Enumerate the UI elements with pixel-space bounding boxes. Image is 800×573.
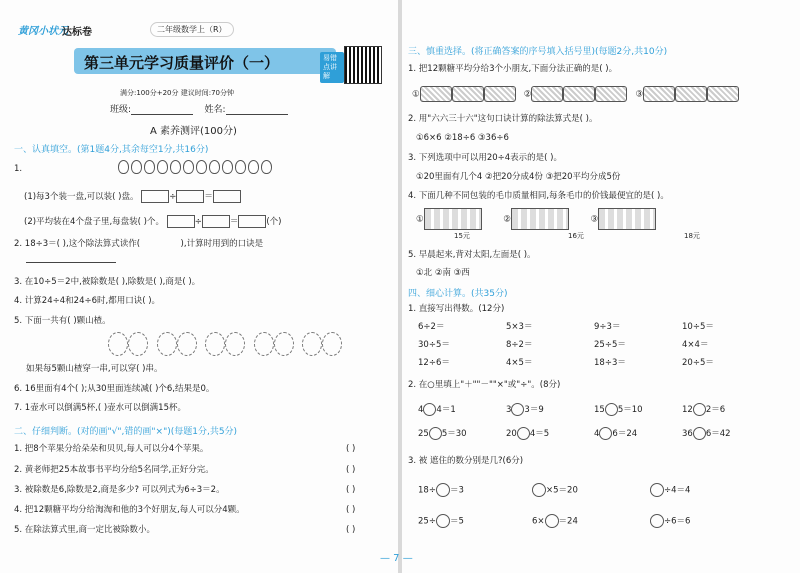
calc-cell: 5×3＝ <box>506 322 533 332</box>
candy-picture <box>643 86 675 102</box>
score-time-meta: 满分:100分+20分 建议时间:70分钟 <box>120 89 234 97</box>
option-label: ③ <box>635 89 644 100</box>
series-label: 达标卷 <box>62 27 92 38</box>
q7: 7. 1壶水可以倒满5杯,( )壶水可以倒满15杯。 <box>14 403 186 413</box>
candy-picture <box>452 86 484 102</box>
pear-icon <box>131 160 142 174</box>
pear-icon <box>209 160 220 174</box>
fill-num: 4 <box>594 429 600 439</box>
apple-cell <box>532 514 578 528</box>
brand-logo: 黄冈小状元 <box>18 26 68 37</box>
candy-picture <box>484 86 516 102</box>
q2-answer-line[interactable] <box>26 262 116 263</box>
candy-picture <box>563 86 595 102</box>
calc-3-title: 3. 被 遮住的数分别是几?(6分) <box>408 456 524 466</box>
choice-1: 1. 把12颗糖平均分给3个小朋友,下面分法正确的是( )。 <box>408 64 618 74</box>
answer-box[interactable] <box>141 190 169 203</box>
apple-icon[interactable] <box>532 483 546 497</box>
grade-label: 二年级数学上（R） <box>150 22 234 37</box>
calc-cell: 10÷5＝ <box>682 322 714 332</box>
answer-box[interactable] <box>238 215 266 228</box>
judge-3: 3. 被除数是6,除数是2,商是多少? 可以列式为6÷3＝2。 <box>14 485 225 495</box>
pear-group <box>118 160 274 177</box>
hawthorn-icon <box>225 332 245 356</box>
fill-rest: 4＝5 <box>529 429 550 439</box>
pear-icon <box>196 160 207 174</box>
fill-cell <box>682 403 725 416</box>
cherry-group <box>108 332 342 359</box>
page-title: 第三单元学习质量评价（一） <box>84 54 280 72</box>
pear-icon <box>118 160 129 174</box>
hawthorn-icon <box>157 332 177 356</box>
calc-cell: 20÷5＝ <box>682 358 714 368</box>
operator-circle[interactable] <box>605 403 618 416</box>
judge-answer[interactable]: ( ) <box>346 525 356 535</box>
towel-pack-picture <box>511 208 569 230</box>
calc-cell: 4×5＝ <box>506 358 533 368</box>
fill-num: 12 <box>682 405 693 415</box>
hawthorn-icon <box>128 332 148 356</box>
hawthorn-icon <box>274 332 294 356</box>
calc-cell: 30÷5＝ <box>418 340 450 350</box>
apple-icon[interactable] <box>650 483 664 497</box>
choice-2: 2. 用"六六三十六"这句口诀计算的除法算式是( )。 <box>408 114 598 124</box>
apple-icon[interactable] <box>545 514 559 528</box>
apple-post: ÷6＝6 <box>664 516 691 527</box>
apple-cell <box>532 483 578 497</box>
pear-icon <box>222 160 233 174</box>
apple-pre: 25÷ <box>418 516 436 527</box>
fill-rest: 6＝24 <box>612 429 638 439</box>
section-3-heading: 三、慎重选择。(将正确答案的序号填入括号里)(每题2分,共10分) <box>408 47 668 57</box>
operator-circle[interactable] <box>423 403 436 416</box>
hawthorn-icon <box>302 332 322 356</box>
price-2: 16元 <box>568 232 584 240</box>
pear-icon <box>157 160 168 174</box>
choice-1-options <box>412 86 739 102</box>
fill-cell <box>506 403 544 416</box>
fill-cell <box>682 427 731 440</box>
operator-circle[interactable] <box>693 427 706 440</box>
calc-cell: 4×4＝ <box>682 340 709 350</box>
judge-answer[interactable]: ( ) <box>346 444 356 454</box>
choice-2-options: ①6×6 ②18÷6 ③36÷6 <box>416 133 509 143</box>
candy-picture <box>595 86 627 102</box>
fill-num: 25 <box>418 429 429 439</box>
apple-cell <box>418 483 464 497</box>
operator-circle[interactable] <box>599 427 612 440</box>
fill-rest: 3＝9 <box>524 405 544 415</box>
judge-5: 5. 在除法算式里,商一定比被除数小。 <box>14 525 156 535</box>
choice-4: 4. 下面几种不同包装的毛巾质量相同,每条毛巾的价钱最便宜的是( )。 <box>408 191 669 201</box>
page-number: — 7 — <box>380 553 413 564</box>
candy-picture <box>707 86 739 102</box>
judge-answer[interactable]: ( ) <box>346 505 356 515</box>
fill-num: 4 <box>418 405 424 415</box>
class-name-row <box>110 102 288 115</box>
name-label: 姓名: <box>204 105 226 115</box>
calc-cell: 18÷3＝ <box>594 358 626 368</box>
fill-rest: 6＝42 <box>705 429 731 439</box>
choice-5: 5. 早晨起来,背对太阳,左面是( )。 <box>408 250 536 260</box>
q1b-text: (2)平均装在4个盘子里,每盘装( )个。 <box>24 217 164 227</box>
answer-box[interactable] <box>202 215 230 228</box>
apple-post: ＝5 <box>449 516 464 527</box>
choice-3-options: ①20里面有几个4 ②把20分成4份 ③把20平均分成5份 <box>416 172 621 182</box>
apple-cell <box>650 483 690 497</box>
judge-answer[interactable]: ( ) <box>346 465 356 475</box>
hawthorn-icon <box>322 332 342 356</box>
q1-number: 1. <box>14 164 23 174</box>
apple-post: ×5＝20 <box>546 485 578 496</box>
judge-4: 4. 把12颗糖平均分给淘淘和他的3个好朋友,每人可以分4颗。 <box>14 505 245 515</box>
calc-cell: 25÷5＝ <box>594 340 626 350</box>
fill-cell <box>418 427 467 440</box>
hawthorn-icon <box>177 332 197 356</box>
apple-pre: 6× <box>532 516 545 527</box>
calc-cell: 6÷2＝ <box>418 322 445 332</box>
fill-num: 3 <box>506 405 512 415</box>
apple-icon[interactable] <box>436 483 450 497</box>
fill-rest: 2＝6 <box>705 405 726 415</box>
apple-icon[interactable] <box>436 514 450 528</box>
left-page <box>0 0 398 573</box>
pear-icon <box>261 160 272 174</box>
fill-cell <box>506 427 549 440</box>
apple-pre: 18÷ <box>418 485 436 496</box>
pear-icon <box>235 160 246 174</box>
fill-rest: 5＝30 <box>441 429 467 439</box>
choice-5-options: ①北 ②南 ③西 <box>416 268 470 278</box>
name-field[interactable] <box>226 104 288 115</box>
calc-cell: 9÷3＝ <box>594 322 621 332</box>
judge-answer[interactable]: ( ) <box>346 485 356 495</box>
judge-2: 2. 黄老师把25本故事书平均分给5名同学,正好分完。 <box>14 465 214 475</box>
price-3: 18元 <box>684 232 700 240</box>
pear-icon <box>183 160 194 174</box>
operator-circle[interactable] <box>517 427 530 440</box>
q4: 4. 计算24÷4和24÷6时,都用口诀( )。 <box>14 296 161 306</box>
qr-label: 易错点讲解 <box>320 52 344 83</box>
class-label: 班级: <box>110 105 132 115</box>
calc-cell: 8÷2＝ <box>506 340 533 350</box>
apple-cell <box>650 514 690 528</box>
operator-circle[interactable] <box>693 403 706 416</box>
choice-4-options: ① ② ③ <box>416 208 656 230</box>
fill-cell <box>594 403 643 416</box>
answer-box[interactable] <box>213 190 241 203</box>
judge-1: 1. 把8个苹果分给朵朵和贝贝,每人可以分4个苹果。 <box>14 444 209 454</box>
right-page <box>402 0 800 573</box>
apple-icon[interactable] <box>650 514 664 528</box>
hawthorn-icon <box>254 332 274 356</box>
class-field[interactable] <box>131 104 193 115</box>
candy-picture <box>420 86 452 102</box>
apple-post: ＝24 <box>558 516 578 527</box>
qr-code-icon[interactable] <box>344 46 382 84</box>
hawthorn-icon <box>108 332 128 356</box>
pear-icon <box>144 160 155 174</box>
q2b-text: ),计算时用到的口诀是 <box>180 239 264 249</box>
calc-1-title: 1. 直接写出得数。(12分) <box>408 304 505 314</box>
hawthorn-icon <box>205 332 225 356</box>
q5b: 如果每5颗山楂穿一串,可以穿( )串。 <box>26 364 163 374</box>
q1b: (2)平均装在4个盘子里,每盘装( )个。 ÷ ＝ (个) <box>24 217 282 227</box>
section-4-heading: 四、细心计算。(共35分) <box>408 289 508 299</box>
pear-icon <box>248 160 259 174</box>
fill-num: 36 <box>682 429 693 439</box>
apple-post: ÷4＝4 <box>664 485 691 496</box>
q1a: (1)每3个装一盘,可以装( )盘。 ÷ ＝ <box>24 190 241 203</box>
fill-num: 15 <box>594 405 605 415</box>
fill-num: 20 <box>506 429 517 439</box>
fill-cell <box>418 403 456 416</box>
apple-post: ＝3 <box>449 485 464 496</box>
q3: 3. 在10÷5＝2中,被除数是( ),除数是( ),商是( )。 <box>14 277 201 287</box>
candy-picture <box>675 86 707 102</box>
choice-3: 3. 下列选项中可以用20÷4表示的是( )。 <box>408 153 562 163</box>
section-2-heading: 二、仔细判断。(对的画"√",错的画"×")(每题1分,共5分) <box>14 427 238 437</box>
section-1-heading: 一、认真填空。(第1题4分,其余每空1分,共16分) <box>14 145 209 155</box>
operator-circle[interactable] <box>429 427 442 440</box>
operator-circle[interactable] <box>511 403 524 416</box>
fill-cell <box>594 427 637 440</box>
calc-2-title: 2. 在○里填上"＋""－""×"或"÷"。(8分) <box>408 380 561 390</box>
answer-box[interactable] <box>176 190 204 203</box>
towel-pack-picture <box>424 208 482 230</box>
price-1: 15元 <box>454 232 470 240</box>
section-a-title: A 素养测评(100分) <box>150 126 237 137</box>
q6: 6. 16里面有4个( );从30里面连续减( )个6,结果是0。 <box>14 384 215 394</box>
q2 <box>14 239 263 250</box>
option-label: ② <box>523 89 532 100</box>
q1a-text: (1)每3个装一盘,可以装( )盘。 <box>24 192 139 202</box>
apple-cell <box>418 514 464 528</box>
candy-picture <box>531 86 563 102</box>
towel-pack-picture <box>598 208 656 230</box>
pear-icon <box>170 160 181 174</box>
answer-box[interactable] <box>167 215 195 228</box>
option-label: ① <box>412 89 420 100</box>
calc-cell: 12÷6＝ <box>418 358 450 368</box>
q2a-text: 2. 18÷3＝( ),这个除法算式读作( <box>14 239 141 249</box>
fill-rest: 5＝10 <box>617 405 643 415</box>
fill-rest: 4＝1 <box>436 405 456 415</box>
q5: 5. 下面一共有( )颗山楂。 <box>14 316 111 326</box>
